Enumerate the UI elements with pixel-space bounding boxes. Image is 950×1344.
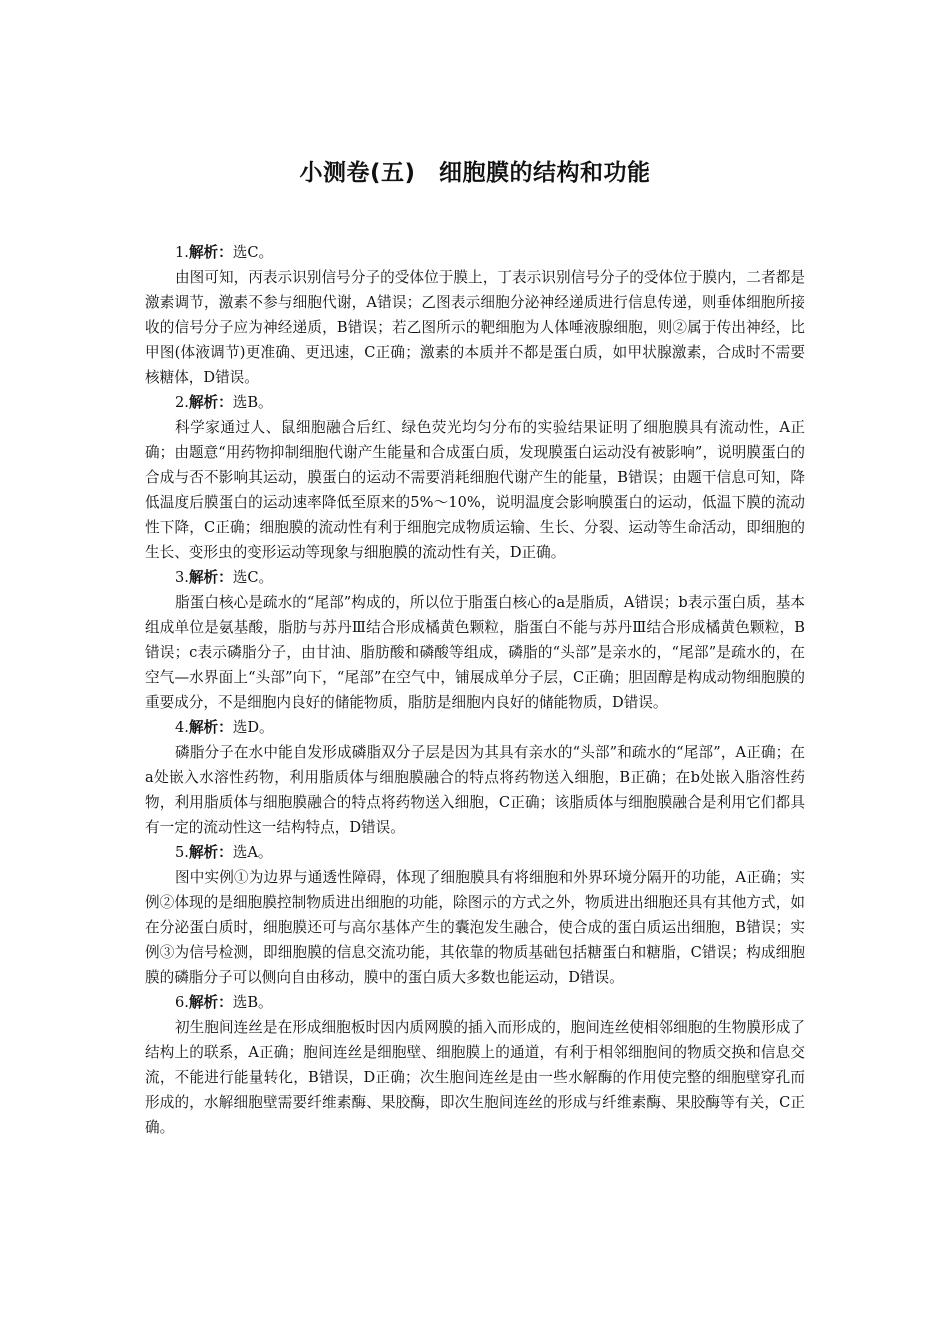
page-title: 小测卷(五) 细胞膜的结构和功能 xyxy=(299,160,651,186)
item-number: 4. xyxy=(175,719,189,736)
item-number: 1. xyxy=(175,244,189,261)
answer-item-5 xyxy=(145,840,805,990)
analysis-label: 解析： xyxy=(188,394,233,411)
analysis-label: 解析： xyxy=(188,994,233,1011)
answer-line xyxy=(145,715,805,740)
answer-line xyxy=(145,840,805,865)
analysis-label: 解析： xyxy=(188,844,233,861)
explanation-text: 脂蛋白核心是疏水的“尾部”构成的，所以位于脂蛋白核心的a是脂质，A错误；b表示蛋白质，基本组成单位是氨基酸，脂肪与苏丹Ⅲ结合形成橘黄色颗粒，脂蛋白不能与苏丹Ⅲ结合形成橘黄色颗粒，B错误；c表示磷脂分子，由甘油、脂肪酸和磷酸等组成，磷脂的“头部”是亲水的，“尾部”是疏水的，在空气—水界面上“头部”向下，“尾部”在空气中，铺展成单分子层，C正确；胆固醇是构成动物细胞膜的重要成分，不是细胞内良好的储能物质，脂肪是细胞内良好的储能物质，D错误。 xyxy=(145,594,805,711)
analysis-label: 解析： xyxy=(188,244,233,261)
explanation-text: 初生胞间连丝是在形成细胞板时因内质网膜的插入而形成的，胞间连丝使相邻细胞的生物膜形成了结构上的联系，A正确；胞间连丝是细胞壁、细胞膜上的通道，有利于相邻细胞间的物质交换和信息交流，不能进行能量转化，B错误，D正确；次生胞间连丝是由一些水解酶的作用使完整的细胞壁穿孔而形成的，水解细胞壁需要纤维素酶、果胶酶，即次生胞间连丝的形成与纤维素酶、果胶酶等有关，C正确。 xyxy=(145,1019,805,1136)
answer-item-1 xyxy=(145,240,805,390)
explanation-text: 科学家通过人、鼠细胞融合后红、绿色荧光均匀分布的实验结果证明了细胞膜具有流动性，A正确；由题意“用药物抑制细胞代谢产生能量和合成蛋白质，发现膜蛋白运动没有被影响”，说明膜蛋白的合成与否不影响其运动，膜蛋白的运动不需要消耗细胞代谢产生的能量，B错误；由题干信息可知，降低温度后膜蛋白的运动速率降低至原来的5%～10%，说明温度会影响膜蛋白的运动，低温下膜的流动性下降，C正确；细胞膜的流动性有利于细胞完成物质运输、生长、分裂、运动等生命活动，即细胞的生长、变形虫的变形运动等现象与细胞膜的流动性有关，D正确。 xyxy=(145,419,805,561)
explanation-text: 由图可知，丙表示识别信号分子的受体位于膜上，丁表示识别信号分子的受体位于膜内，二者都是激素调节，激素不参与细胞代谢，A错误；乙图表示细胞分泌神经递质进行信息传递，则垂体细胞所接收的信号分子应为神经递质，B错误；若乙图所示的靶细胞为人体唾液腺细胞，则②属于传出神经，比甲图(体液调节)更准确、更迅速，C正确；激素的本质并不都是蛋白质，如甲状腺激素，合成时不需要核糖体，D错误。 xyxy=(145,269,805,386)
item-number: 2. xyxy=(175,394,189,411)
explanation-text: 磷脂分子在水中能自发形成磷脂双分子层是因为其具有亲水的“头部”和疏水的“尾部”，A正确；在a处嵌入水溶性药物，利用脂质体与细胞膜融合的特点将药物送入细胞，B正确；在b处嵌入脂溶性药物，利用脂质体与细胞膜融合的特点将药物送入细胞，C正确；该脂质体与细胞膜融合是利用它们都具有一定的流动性这一结构特点，D错误。 xyxy=(145,744,805,836)
answer-item-2 xyxy=(145,390,805,565)
answer-list xyxy=(145,240,805,1140)
analysis-label: 解析： xyxy=(188,719,233,736)
answer-choice: 选D。 xyxy=(232,719,274,736)
answer-choice: 选A。 xyxy=(232,844,273,861)
answer-choice: 选B。 xyxy=(232,394,273,411)
answer-choice: 选C。 xyxy=(232,569,274,586)
item-number: 5. xyxy=(175,844,189,861)
analysis-label: 解析： xyxy=(188,569,233,586)
answer-item-6 xyxy=(145,990,805,1140)
answer-item-4 xyxy=(145,715,805,840)
answer-line xyxy=(145,990,805,1015)
explanation-text: 图中实例①为边界与通透性障碍，体现了细胞膜具有将细胞和外界环境分隔开的功能，A正确；实例②体现的是细胞膜控制物质进出细胞的功能，除图示的方式之外，物质进出细胞还具有其他方式，如在分泌蛋白质时，细胞膜还可与高尔基体产生的囊泡发生融合，使合成的蛋白质运出细胞，B错误；实例③为信号检测，即细胞膜的信息交流功能，其依靠的物质基础包括糖蛋白和糖脂，C错误；构成细胞膜的磷脂分子可以侧向自由移动，膜中的蛋白质大多数也能运动，D错误。 xyxy=(145,869,805,986)
answer-line xyxy=(145,565,805,590)
item-number: 3. xyxy=(175,569,189,586)
answer-line xyxy=(145,390,805,415)
answer-item-3 xyxy=(145,565,805,715)
answer-line xyxy=(145,240,805,265)
answer-choice: 选B。 xyxy=(232,994,273,1011)
answer-choice: 选C。 xyxy=(232,244,274,261)
item-number: 6. xyxy=(175,994,189,1011)
